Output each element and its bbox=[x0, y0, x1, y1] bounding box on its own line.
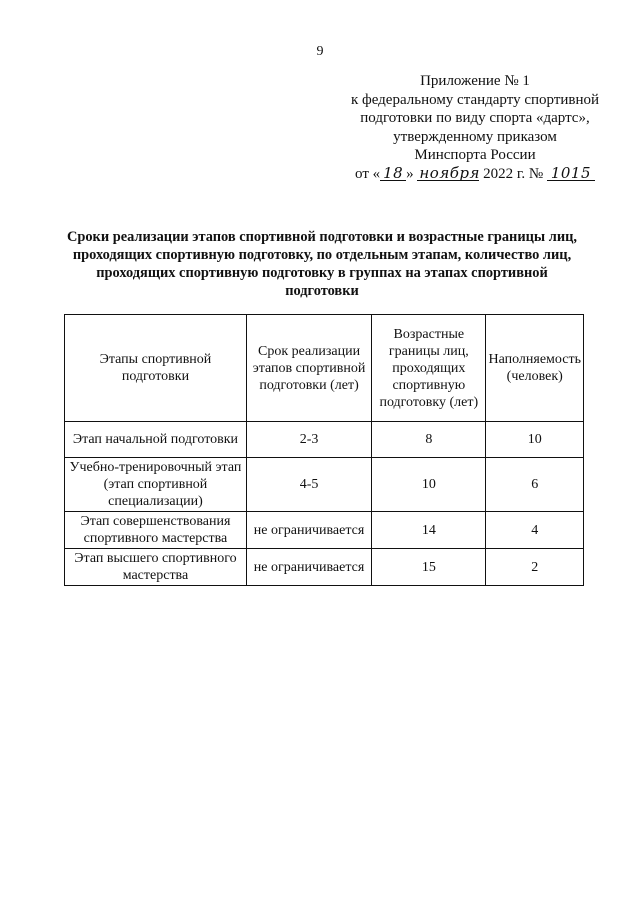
stage-cell: Этап высшего спортивного мастерства bbox=[65, 549, 247, 586]
appendix-line-4: утвержденному приказом bbox=[393, 128, 557, 145]
stage-cell: Этап совершенствования спортивного мастерства bbox=[65, 512, 247, 549]
document-title: Сроки реализации этапов спортивной подготовки и возрастные границы лиц, проходящих спортивную подготовку, по отдельным этапам, количество лиц, проходящих спортивную подготовку в группах на этапах спортивной подготовки bbox=[66, 229, 578, 299]
page-number: 9 bbox=[316, 44, 324, 59]
table-row bbox=[65, 512, 584, 549]
group-size-cell: 6 bbox=[486, 458, 584, 512]
appendix-header bbox=[340, 72, 610, 183]
column-header-stage: Этапы спортивной подготовки bbox=[65, 315, 247, 422]
year-part: 2022 г. № bbox=[483, 165, 544, 182]
appendix-line-1: Приложение № 1 bbox=[420, 73, 530, 89]
duration-cell: 4-5 bbox=[246, 458, 371, 512]
stages-table bbox=[64, 314, 584, 586]
handwritten-day: 18 bbox=[380, 166, 406, 181]
group-size-cell: 2 bbox=[486, 549, 584, 586]
appendix-line-5: Минспорта России bbox=[414, 147, 536, 163]
age-cell: 14 bbox=[372, 512, 486, 549]
column-header-age-limits: Возрастные границы лиц, проходящих спортивную подготовку (лет) bbox=[372, 315, 486, 422]
column-header-duration: Срок реализации этапов спортивной подготовки (лет) bbox=[246, 315, 371, 422]
appendix-line-2: к федеральному стандарту спортивной bbox=[350, 91, 600, 108]
group-size-cell: 4 bbox=[486, 512, 584, 549]
date-prefix: от « bbox=[355, 165, 381, 182]
handwritten-order-number: 1015 bbox=[547, 166, 595, 181]
age-cell: 8 bbox=[372, 422, 486, 458]
appendix-line-3: подготовки по виду спорта «дартс», bbox=[360, 110, 590, 126]
table-row bbox=[65, 549, 584, 586]
order-date-line bbox=[340, 165, 610, 184]
table-row bbox=[65, 458, 584, 512]
column-header-group-size: Наполняемость (человек) bbox=[486, 315, 584, 422]
table-row bbox=[65, 422, 584, 458]
duration-cell: 2-3 bbox=[246, 422, 371, 458]
stage-cell: Учебно-тренировочный этап (этап спортивной специализации) bbox=[65, 458, 247, 512]
group-size-cell: 10 bbox=[486, 422, 584, 458]
handwritten-month: ноября bbox=[419, 163, 480, 182]
stage-cell: Этап начальной подготовки bbox=[65, 422, 247, 458]
date-mid: » bbox=[406, 165, 414, 182]
age-cell: 15 bbox=[372, 549, 486, 586]
duration-cell: не ограничивается bbox=[246, 512, 371, 549]
age-cell: 10 bbox=[372, 458, 486, 512]
duration-cell: не ограничивается bbox=[246, 549, 371, 586]
table-header-row bbox=[65, 315, 584, 422]
